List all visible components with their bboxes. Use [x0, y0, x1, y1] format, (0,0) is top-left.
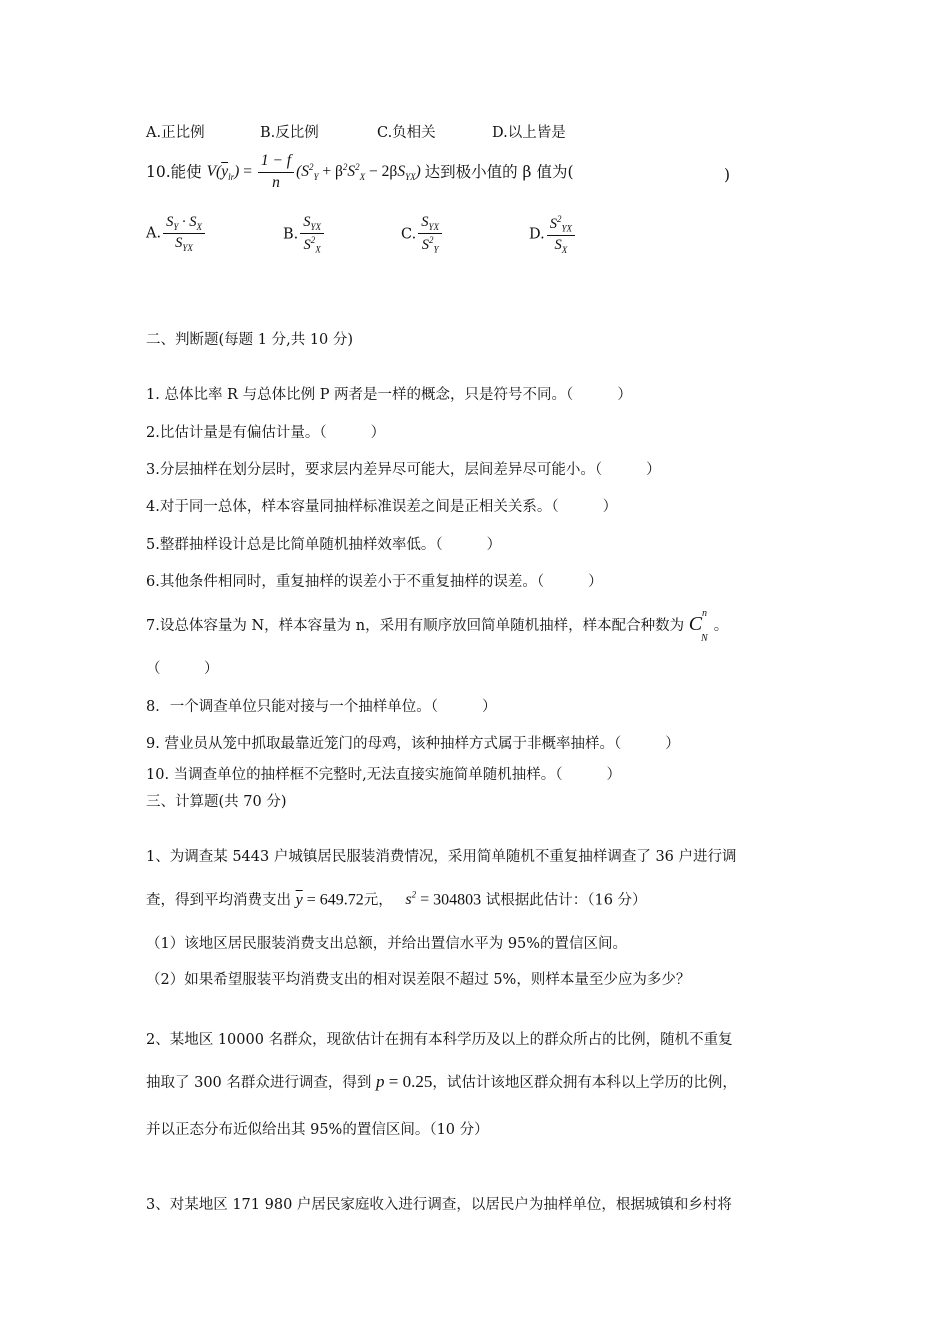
q10-option-b: B. $\frac{S_{YX}}{S^2_X}$ — [283, 214, 326, 255]
judge-item-10-close: ） — [606, 767, 622, 783]
judge-item-3-close: ） — [646, 462, 661, 478]
judge-item-3 — [146, 463, 661, 478]
judge-item-8-text: 8．一个调查单位只能对接与一个抽样单位。（ — [146, 699, 438, 715]
problem2-line2-b: ，试估计该地区群众拥有本科以上学历的比例， — [432, 1075, 737, 1091]
q10-question — [146, 152, 731, 192]
judge-item-6 — [146, 575, 603, 590]
judge-item-8 — [146, 700, 496, 715]
q10-option-a-label: A. — [146, 225, 162, 242]
q10-option-d-label: D. — [529, 226, 545, 243]
q10-variance-formula: $V(\overline{y}_{lr})$ = $\frac{1 - f}{n}$ $(S^2_Y + \beta^2S^2_X - 2\beta S_{YX})$ — [206, 152, 425, 191]
judge-item-10 — [146, 768, 621, 783]
q10-option-b-label: B. — [283, 226, 299, 243]
judge-item-2 — [146, 426, 385, 441]
problem1-line2-a: 查，得到平均消费支出 — [146, 892, 291, 909]
problem1-line2-c: 试根据此估计：（16 分） — [485, 892, 647, 909]
judge-item-7-tail: 。 — [713, 617, 729, 634]
q9-options-row — [146, 125, 566, 141]
sample-mean-symbol: $\overline{y}$ = — [295, 891, 316, 909]
sample-variance-symbol: $s^2$ = — [405, 890, 430, 909]
judge-item-5 — [146, 538, 501, 553]
judge-item-7 — [146, 608, 729, 644]
q10-prefix: 10.能使 — [146, 162, 202, 181]
q9-option-c: C.负相关 — [377, 125, 436, 141]
sample-proportion-symbol: p = — [376, 1072, 399, 1091]
q10-option-c: C. $\frac{S_{YX}}{S^2_Y}$ — [401, 214, 444, 255]
judge-item-6-text: 6.其他条件相同时，重复抽样的误差小于不重复抽样的误差。（ — [146, 574, 545, 590]
problem1-sub2: （2）如果希望服装平均消费支出的相对误差限不超过 5%，则样本量至少应为多少？ — [146, 972, 691, 988]
q9-option-a: A.正比例 — [146, 125, 205, 141]
judge-item-7-bracket: （ ） — [146, 661, 219, 677]
judge-item-5-close: ） — [486, 537, 502, 553]
sample-proportion-value: 0.25 — [402, 1072, 433, 1091]
judge-item-9-text: 9. 营业员从笼中抓取最靠近笼门的母鸡，该种抽样方式属于非概率抽样。（ — [146, 736, 622, 752]
judge-item-3-text: 3.分层抽样在划分层时，要求层内差异尽可能大，层间差异尽可能小。（ — [146, 462, 603, 478]
judge-item-1 — [146, 388, 632, 403]
judge-item-4 — [146, 500, 617, 515]
judge-item-8-close: ） — [481, 699, 497, 715]
q10-close-bracket: ) — [724, 166, 731, 184]
problem1-line2 — [146, 891, 647, 909]
judge-item-4-text: 4.对于同一总体，样本容量同抽样标准误差之间是正相关关系。（ — [146, 499, 559, 515]
judge-item-9 — [146, 737, 680, 752]
problem3-line1: 3、对某地区 171 980 户居民家庭收入进行调查，以居民户为抽样单位，根据城镇和乡村将 — [146, 1197, 732, 1213]
judge-item-2-close: ） — [370, 425, 386, 441]
q10-option-d: D. $\frac{S^2_{YX}}{S_X}$ — [529, 214, 577, 255]
q10-suffix: 达到极小值的 β 值为( — [424, 162, 574, 181]
problem2-line1: 2、某地区 10000 名群众，现欲估计在拥有本科学历及以上的群众所占的比例，随机不重复 — [146, 1032, 733, 1048]
sample-mean-value: 649.72 — [319, 891, 364, 909]
problem2-line2-a: 抽取了 300 名群众进行调查，得到 — [146, 1075, 372, 1091]
judge-item-5-text: 5.整群抽样设计总是比简单随机抽样效率低。（ — [146, 537, 443, 553]
problem1-sub1: （1）该地区居民服装消费支出总额，并给出置信水平为 95%的置信区间。 — [146, 936, 628, 952]
section3-title: 三、计算题(共 70 分) — [146, 794, 287, 810]
judge-item-6-close: ） — [588, 574, 603, 590]
judge-item-10-text: 10. 当调查单位的抽样框不完整时,无法直接实施简单随机抽样。（ — [146, 767, 563, 783]
judge-item-4-close: ） — [602, 499, 618, 515]
judge-item-1-text: 1. 总体比率 R 与总体比例 P 两者是一样的概念，只是符号不同。（ — [146, 387, 574, 403]
combination-formula: $C^n_N$ — [688, 608, 708, 644]
judge-item-7-text: 7.设总体容量为 N，样本容量为 n，采用有顺序放回简单随机抽样，样本配合种数为 — [146, 617, 685, 634]
q10-option-c-label: C. — [401, 226, 417, 243]
q9-option-d: D.以上皆是 — [492, 125, 566, 141]
section2-title: 二、判断题(每题 1 分,共 10 分) — [146, 332, 354, 348]
judge-item-1-close: ） — [617, 387, 632, 403]
problem2-line2 — [146, 1073, 737, 1092]
problem1-line2-b: 元， — [363, 892, 393, 909]
sample-variance-value: 304803 — [433, 891, 482, 909]
q9-option-b: B.反比例 — [260, 125, 319, 141]
problem2-line3: 并以正态分布近似给出其 95%的置信区间。（10 分） — [146, 1122, 489, 1138]
judge-item-2-text: 2.比估计量是有偏估计量。（ — [146, 425, 327, 441]
q10-option-a: A. $\frac{S_Y \cdot S_X}{S_{YX}}$ — [146, 214, 207, 253]
problem1-line1: 1、为调查某 5443 户城镇居民服装消费情况，采用简单随机不重复抽样调查了 36 户进行调 — [146, 849, 737, 865]
judge-item-9-close: ） — [665, 736, 680, 752]
